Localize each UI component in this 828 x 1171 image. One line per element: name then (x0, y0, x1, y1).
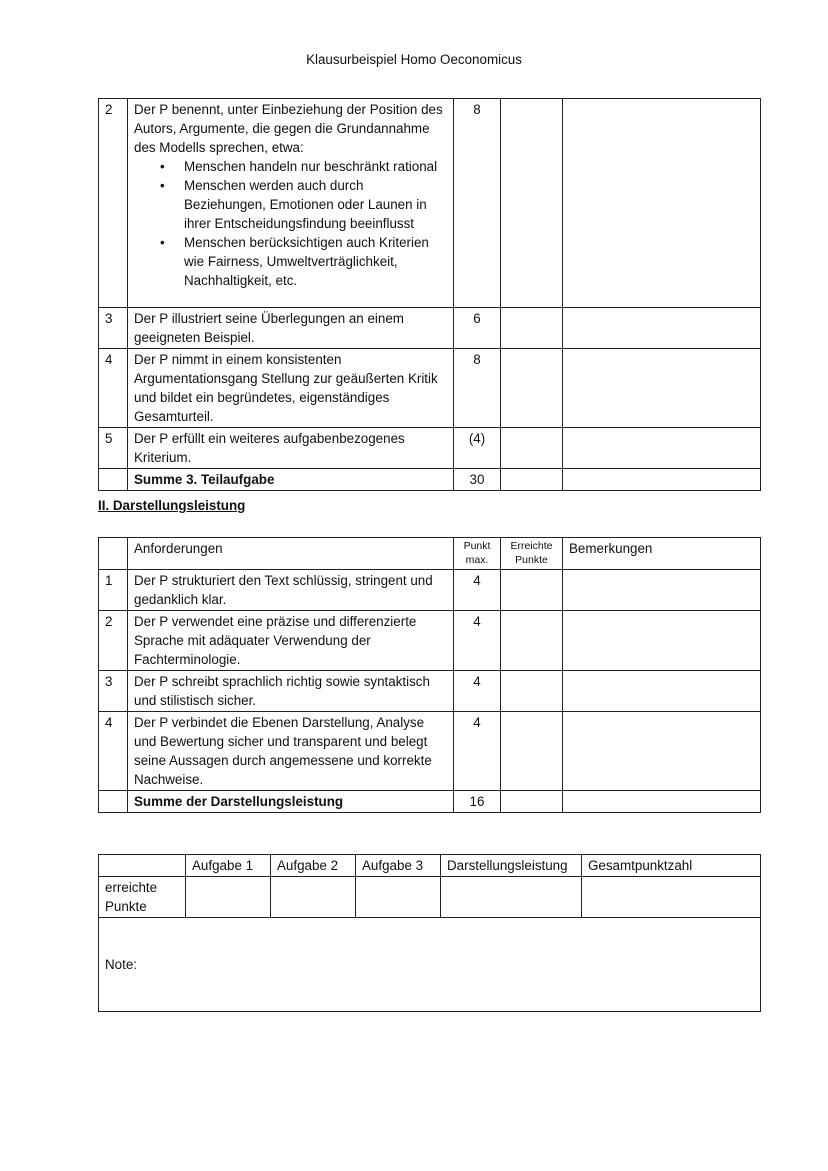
criterion-text: Der P illustriert seine Überlegungen an einem geeigneten Beispiel. (128, 308, 454, 349)
column-header-presentation: Darstellungsleistung (441, 855, 582, 877)
task-2-points-cell[interactable] (271, 877, 356, 918)
row-number: 2 (99, 611, 128, 671)
row-number: 4 (99, 349, 128, 428)
table-row (99, 349, 761, 428)
achieved-points-cell[interactable] (501, 611, 563, 671)
summary-table (98, 854, 761, 1012)
remarks-cell[interactable] (563, 349, 761, 428)
list-item: • Menschen berücksichtigen auch Kriterien wie Fairness, Umweltverträglichkeit, Nachhaltigkeit, etc. (184, 233, 447, 290)
sum-label: Summe der Darstellungsleistung (128, 791, 454, 813)
achieved-points-cell[interactable] (501, 570, 563, 611)
grade-cell[interactable] (99, 918, 761, 1012)
criterion-text: Der P verbindet die Ebenen Darstellung, Analyse und Bewertung sicher und transparent und belegt seine Aussagen durch angemessene und korrekte Nachweise. (128, 712, 454, 791)
column-header-achieved: Erreichte Punkte (501, 538, 563, 570)
sum-points: 16 (454, 791, 501, 813)
list-item: • Menschen handeln nur beschränkt rational (184, 157, 447, 176)
max-points: 6 (454, 308, 501, 349)
criterion-text: Der P strukturiert den Text schlüssig, stringent und gedanklich klar. (128, 570, 454, 611)
criterion-text: Der P erfüllt ein weiteres aufgabenbezogenes Kriterium. (128, 428, 454, 469)
row-number: 5 (99, 428, 128, 469)
criterion-text: Der P verwendet eine präzise und differenzierte Sprache mit adäquater Verwendung der Fachterminologie. (128, 611, 454, 671)
sum-row (99, 469, 761, 491)
bullet-list (134, 157, 447, 290)
max-points: 4 (454, 712, 501, 791)
presentation-table (98, 537, 761, 813)
row-label-achieved-points: erreichte Punkte (99, 877, 186, 918)
table-header-row (99, 538, 761, 570)
presentation-points-cell[interactable] (441, 877, 582, 918)
table-row (99, 570, 761, 611)
column-header-task-3: Aufgabe 3 (356, 855, 441, 877)
max-points: 8 (454, 99, 501, 308)
max-points: (4) (454, 428, 501, 469)
criterion-intro: Der P benennt, unter Einbeziehung der Position des Autors, Argumente, die gegen die Grundannahme des Modells sprechen, etwa: (134, 102, 443, 155)
remarks-cell[interactable] (563, 469, 761, 491)
table-row (99, 428, 761, 469)
column-header-requirements: Anforderungen (128, 538, 454, 570)
remarks-cell[interactable] (563, 671, 761, 712)
column-header-remarks: Bemerkungen (563, 538, 761, 570)
empty-cell (99, 538, 128, 570)
remarks-cell[interactable] (563, 791, 761, 813)
evaluation-table-part-3 (98, 98, 761, 491)
task-1-points-cell[interactable] (186, 877, 271, 918)
achieved-points-cell[interactable] (501, 791, 563, 813)
list-item: • Menschen werden auch durch Beziehungen, Emotionen oder Launen in ihrer Entscheidungsfindung beeinflusst (184, 176, 447, 233)
row-number: 3 (99, 671, 128, 712)
remarks-cell[interactable] (563, 99, 761, 308)
row-number: 2 (99, 99, 128, 308)
empty-cell (99, 469, 128, 491)
empty-cell (99, 855, 186, 877)
criterion-text (128, 99, 454, 308)
empty-cell (99, 791, 128, 813)
criterion-text: Der P schreibt sprachlich richtig sowie syntaktisch und stilistisch sicher. (128, 671, 454, 712)
column-header-total: Gesamtpunktzahl (582, 855, 761, 877)
max-points: 8 (454, 349, 501, 428)
row-number: 1 (99, 570, 128, 611)
column-header-task-2: Aufgabe 2 (271, 855, 356, 877)
sum-label: Summe 3. Teilaufgabe (128, 469, 454, 491)
task-3-points-cell[interactable] (356, 877, 441, 918)
table-row (99, 99, 761, 308)
sum-row (99, 791, 761, 813)
grade-row (99, 918, 761, 1012)
remarks-cell[interactable] (563, 611, 761, 671)
column-header-task-1: Aufgabe 1 (186, 855, 271, 877)
table-row (99, 611, 761, 671)
achieved-points-cell[interactable] (501, 671, 563, 712)
grade-label: Note: (105, 957, 138, 972)
max-points: 4 (454, 611, 501, 671)
remarks-cell[interactable] (563, 570, 761, 611)
remarks-cell[interactable] (563, 308, 761, 349)
table-header-row (99, 855, 761, 877)
achieved-points-cell[interactable] (501, 99, 563, 308)
table-row (99, 712, 761, 791)
section-title: II. Darstellungsleistung (98, 498, 246, 513)
row-number: 4 (99, 712, 128, 791)
achieved-points-cell[interactable] (501, 469, 563, 491)
achieved-points-cell[interactable] (501, 428, 563, 469)
max-points: 4 (454, 570, 501, 611)
row-number: 3 (99, 308, 128, 349)
page-header: Klausurbeispiel Homo Oeconomicus (306, 52, 522, 67)
table-row (99, 308, 761, 349)
total-points-cell[interactable] (582, 877, 761, 918)
max-points: 4 (454, 671, 501, 712)
column-header-max-points: Punkt max. (454, 538, 501, 570)
remarks-cell[interactable] (563, 428, 761, 469)
achieved-points-cell[interactable] (501, 308, 563, 349)
achieved-points-cell[interactable] (501, 349, 563, 428)
criterion-text: Der P nimmt in einem konsistenten Argumentationsgang Stellung zur geäußerten Kritik und bildet ein begründetes, eigenständiges Gesamturteil. (128, 349, 454, 428)
table-row (99, 671, 761, 712)
sum-points: 30 (454, 469, 501, 491)
remarks-cell[interactable] (563, 712, 761, 791)
table-row (99, 877, 761, 918)
achieved-points-cell[interactable] (501, 712, 563, 791)
